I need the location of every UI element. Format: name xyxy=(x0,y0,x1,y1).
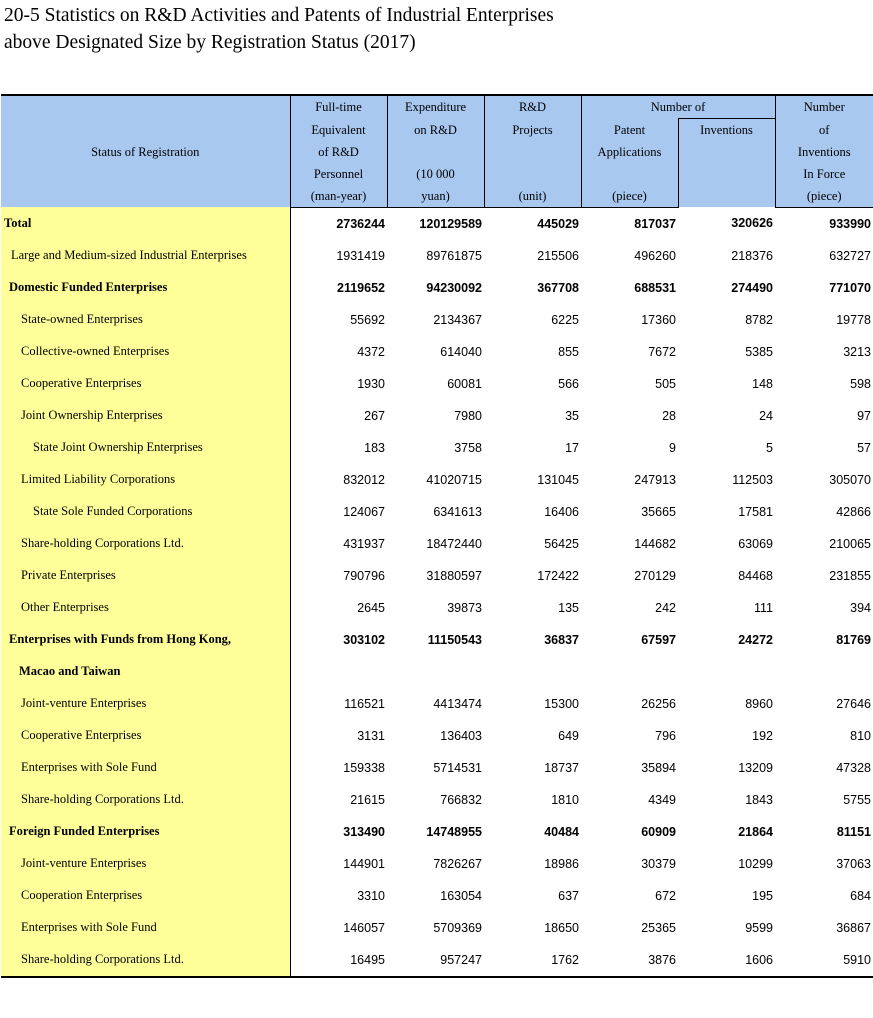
cell-value: 3213 xyxy=(843,344,871,359)
cell-value: 97 xyxy=(857,408,871,423)
cell-value: 5755 xyxy=(843,792,871,807)
cell-value: 431937 xyxy=(343,536,385,551)
header-projects-unit: (unit) xyxy=(484,185,581,208)
row-label: Large and Medium-sized Industrial Enterprises xyxy=(1,240,290,272)
cell-value xyxy=(484,656,581,688)
cell-value: 215506 xyxy=(537,248,579,263)
row-label: Cooperative Enterprises xyxy=(1,368,290,400)
table-row xyxy=(1,496,873,528)
cell-value: 37063 xyxy=(836,856,871,871)
cell-value: 60909 xyxy=(641,824,676,839)
cell-value: 183 xyxy=(364,440,385,455)
table-row xyxy=(1,912,873,944)
row-label: State Sole Funded Corporations xyxy=(1,496,290,528)
cell-value: 30379 xyxy=(641,856,676,871)
cell-value: 274490 xyxy=(731,280,773,295)
cell-value: 8960 xyxy=(745,696,773,711)
cell-value: 496260 xyxy=(634,248,676,263)
cell-value: 21615 xyxy=(350,792,385,807)
header-personnel-line: of R&D xyxy=(290,141,387,163)
cell-value: 89761875 xyxy=(426,248,482,263)
row-label: Private Enterprises xyxy=(1,560,290,592)
cell-value: 81151 xyxy=(836,824,871,839)
cell-value: 36837 xyxy=(544,632,579,647)
cell-value: 18650 xyxy=(544,920,579,935)
cell-value: 94230092 xyxy=(426,280,482,295)
header-patent-applications-unit: (piece) xyxy=(581,185,678,208)
cell-value: 796 xyxy=(655,728,676,743)
cell-value: 2645 xyxy=(357,600,385,615)
cell-value: 55692 xyxy=(350,312,385,327)
table-row xyxy=(1,592,873,624)
cell-value: 832012 xyxy=(343,472,385,487)
cell-value: 1810 xyxy=(551,792,579,807)
cell-value: 14748955 xyxy=(426,824,482,839)
header-projects-line xyxy=(484,141,581,163)
row-label: Total xyxy=(1,207,290,240)
cell-value: 172422 xyxy=(537,568,579,583)
cell-value: 817037 xyxy=(634,216,676,231)
row-label: Domestic Funded Enterprises xyxy=(1,272,290,304)
cell-value: 5 xyxy=(766,440,773,455)
cell-value: 17360 xyxy=(641,312,676,327)
table-row xyxy=(1,816,873,848)
row-label: Enterprises with Sole Fund xyxy=(1,912,290,944)
cell-value: 15300 xyxy=(544,696,579,711)
cell-value: 41020715 xyxy=(426,472,482,487)
cell-value: 148 xyxy=(752,376,773,391)
row-label: Share-holding Corporations Ltd. xyxy=(1,528,290,560)
header-inventions-in-force-unit: (piece) xyxy=(775,185,873,208)
title-line-2: above Designated Size by Registration Status (2017) xyxy=(4,32,416,53)
cell-value: 305070 xyxy=(829,472,871,487)
header-patent-applications-line: Number of xyxy=(581,95,775,119)
cell-value xyxy=(775,656,873,688)
table-row xyxy=(1,720,873,752)
row-label: State Joint Ownership Enterprises xyxy=(1,432,290,464)
cell-value: 81769 xyxy=(836,632,871,647)
cell-value: 4413474 xyxy=(433,696,482,711)
header-inventions-in-force-line: Inventions xyxy=(775,141,873,163)
cell-value: 933990 xyxy=(829,216,871,231)
cell-value: 28 xyxy=(662,408,676,423)
cell-value: 632727 xyxy=(829,248,871,263)
cell-value: 672 xyxy=(655,888,676,903)
cell-value: 5910 xyxy=(775,944,873,977)
cell-value xyxy=(581,656,678,688)
header-personnel-line: Equivalent xyxy=(290,119,387,141)
cell-value: 35894 xyxy=(641,760,676,775)
header-inventions-in-force-line: of xyxy=(775,119,873,141)
header-personnel-unit: (man-year) xyxy=(290,185,387,208)
table-row xyxy=(1,464,873,496)
row-label: Cooperation Enterprises xyxy=(1,880,290,912)
header-projects-line: Projects xyxy=(484,119,581,141)
row-label: Joint Ownership Enterprises xyxy=(1,400,290,432)
cell-value: 210065 xyxy=(829,536,871,551)
row-label: Joint-venture Enterprises xyxy=(1,848,290,880)
cell-value: 144682 xyxy=(634,536,676,551)
row-label: State-owned Enterprises xyxy=(1,304,290,336)
header-expenditure-line: Expenditure xyxy=(387,95,484,119)
cell-value: 21864 xyxy=(738,824,773,839)
cell-value: 19778 xyxy=(836,312,871,327)
cell-value: 10299 xyxy=(738,856,773,871)
cell-value: 790796 xyxy=(343,568,385,583)
row-label: Enterprises with Sole Fund xyxy=(1,752,290,784)
statistics-table xyxy=(1,94,873,978)
cell-value: 144901 xyxy=(343,856,385,871)
cell-value: 124067 xyxy=(343,504,385,519)
row-label: Joint-venture Enterprises xyxy=(1,688,290,720)
table-row xyxy=(1,528,873,560)
table-row xyxy=(1,207,873,240)
table-body xyxy=(1,207,873,977)
cell-value: 7980 xyxy=(454,408,482,423)
table-row xyxy=(1,432,873,464)
cell-value: 42866 xyxy=(836,504,871,519)
cell-value: 231855 xyxy=(829,568,871,583)
cell-value: 1762 xyxy=(484,944,581,977)
cell-value: 40484 xyxy=(544,824,579,839)
header-expenditure-unit: yuan) xyxy=(387,185,484,208)
cell-value: 242 xyxy=(655,600,676,615)
cell-value: 16495 xyxy=(290,944,387,977)
cell-value: 112503 xyxy=(732,472,773,487)
table-header xyxy=(1,95,873,207)
cell-value: 7672 xyxy=(648,344,676,359)
table-row xyxy=(1,368,873,400)
cell-value: 131045 xyxy=(537,472,579,487)
cell-value: 146057 xyxy=(343,920,385,935)
header-projects-line xyxy=(484,163,581,185)
cell-value: 17581 xyxy=(738,504,773,519)
cell-value: 6341613 xyxy=(433,504,482,519)
cell-value: 1606 xyxy=(678,944,775,977)
cell-value: 25365 xyxy=(641,920,676,935)
cell-value xyxy=(387,656,484,688)
cell-value: 637 xyxy=(558,888,579,903)
header-expenditure-line: on R&D xyxy=(387,119,484,141)
table-row xyxy=(1,656,873,688)
table-row xyxy=(1,240,873,272)
header-personnel-line: Full-time xyxy=(290,95,387,119)
cell-value: 35 xyxy=(565,408,579,423)
cell-value: 5709369 xyxy=(433,920,482,935)
row-label: Share-holding Corporations Ltd. xyxy=(1,784,290,816)
cell-value: 116521 xyxy=(344,696,385,711)
cell-value: 13209 xyxy=(738,760,773,775)
row-label: Other Enterprises xyxy=(1,592,290,624)
cell-value: 810 xyxy=(850,728,871,743)
cell-value: 320626 xyxy=(731,216,773,231)
header-inventions: Inventions xyxy=(678,119,775,208)
header-expenditure-line: (10 000 xyxy=(387,163,484,185)
header-projects-line: R&D xyxy=(484,95,581,119)
cell-value: 24 xyxy=(759,408,773,423)
cell-value: 649 xyxy=(558,728,579,743)
header-patent-applications-line xyxy=(581,163,678,185)
cell-value: 270129 xyxy=(634,568,676,583)
cell-value: 766832 xyxy=(440,792,482,807)
row-label: Enterprises with Funds from Hong Kong, xyxy=(1,624,290,656)
cell-value: 67597 xyxy=(641,632,676,647)
header-inventions-in-force-line: Number xyxy=(775,95,873,119)
table-title xyxy=(4,2,554,56)
cell-value: 688531 xyxy=(634,280,676,295)
cell-value: 8782 xyxy=(745,312,773,327)
cell-value: 3310 xyxy=(357,888,385,903)
cell-value: 267 xyxy=(364,408,385,423)
cell-value: 9599 xyxy=(745,920,773,935)
cell-value: 2119652 xyxy=(337,280,385,295)
cell-value: 136403 xyxy=(440,728,482,743)
cell-value xyxy=(678,656,775,688)
row-label: Collective-owned Enterprises xyxy=(1,336,290,368)
cell-value: 3131 xyxy=(357,728,385,743)
cell-value: 31880597 xyxy=(426,568,482,583)
cell-value: 24272 xyxy=(738,632,773,647)
cell-value: 247913 xyxy=(634,472,676,487)
header-inventions-in-force-line: In Force xyxy=(775,163,873,185)
cell-value xyxy=(290,656,387,688)
cell-value: 5714531 xyxy=(433,760,482,775)
cell-value: 47328 xyxy=(836,760,871,775)
cell-value: 195 xyxy=(752,888,773,903)
cell-value: 16406 xyxy=(544,504,579,519)
cell-value: 17 xyxy=(565,440,579,455)
row-label: Share-holding Corporations Ltd. xyxy=(1,944,290,977)
cell-value: 18986 xyxy=(544,856,579,871)
cell-value: 159338 xyxy=(343,760,385,775)
cell-value: 120129589 xyxy=(419,216,482,231)
table-row xyxy=(1,688,873,720)
cell-value: 855 xyxy=(558,344,579,359)
cell-value: 27646 xyxy=(836,696,871,711)
cell-value: 163054 xyxy=(440,888,482,903)
table-row xyxy=(1,784,873,816)
cell-value: 367708 xyxy=(537,280,579,295)
table-row xyxy=(1,304,873,336)
title-line-1: 20-5 Statistics on R&D Activities and Patents of Industrial Enterprises xyxy=(4,5,554,26)
cell-value: 684 xyxy=(850,888,871,903)
cell-value: 39873 xyxy=(447,600,482,615)
cell-value: 614040 xyxy=(440,344,482,359)
cell-value: 1930 xyxy=(357,376,385,391)
cell-value: 771070 xyxy=(829,280,871,295)
cell-value: 394 xyxy=(850,600,871,615)
header-status-of-registration: Status of Registration xyxy=(1,95,290,207)
table-row xyxy=(1,944,873,977)
table-row xyxy=(1,400,873,432)
row-label: Limited Liability Corporations xyxy=(1,464,290,496)
cell-value: 505 xyxy=(655,376,676,391)
row-label: Macao and Taiwan xyxy=(1,656,290,688)
cell-value: 36867 xyxy=(836,920,871,935)
cell-value: 35665 xyxy=(641,504,676,519)
cell-value: 60081 xyxy=(447,376,482,391)
cell-value: 18737 xyxy=(544,760,579,775)
table-row xyxy=(1,272,873,304)
cell-value: 1931419 xyxy=(336,248,385,263)
cell-value: 111 xyxy=(753,600,773,615)
row-label: Foreign Funded Enterprises xyxy=(1,816,290,848)
table-row xyxy=(1,848,873,880)
cell-value: 7826267 xyxy=(433,856,482,871)
cell-value: 57 xyxy=(857,440,871,455)
cell-value: 303102 xyxy=(343,632,385,647)
table-row xyxy=(1,336,873,368)
cell-value: 9 xyxy=(669,440,676,455)
header-personnel-line: Personnel xyxy=(290,163,387,185)
cell-value: 2736244 xyxy=(336,216,385,231)
cell-value: 18472440 xyxy=(426,536,482,551)
cell-value: 566 xyxy=(558,376,579,391)
cell-value: 63069 xyxy=(738,536,773,551)
cell-value: 218376 xyxy=(731,248,773,263)
cell-value: 1843 xyxy=(745,792,773,807)
cell-value: 5385 xyxy=(745,344,773,359)
cell-value: 56425 xyxy=(544,536,579,551)
table-row xyxy=(1,560,873,592)
cell-value: 957247 xyxy=(387,944,484,977)
cell-value: 11150543 xyxy=(427,632,482,647)
cell-value: 4349 xyxy=(648,792,676,807)
cell-value: 2134367 xyxy=(433,312,482,327)
table-row xyxy=(1,624,873,656)
header-patent-applications-line: Patent xyxy=(581,119,678,141)
cell-value: 3876 xyxy=(581,944,678,977)
cell-value: 135 xyxy=(558,600,579,615)
table-row xyxy=(1,752,873,784)
cell-value: 4372 xyxy=(357,344,385,359)
cell-value: 313490 xyxy=(343,824,385,839)
cell-value: 6225 xyxy=(551,312,579,327)
cell-value: 598 xyxy=(850,376,871,391)
cell-value: 84468 xyxy=(738,568,773,583)
header-expenditure-line xyxy=(387,141,484,163)
cell-value: 26256 xyxy=(641,696,676,711)
row-label: Cooperative Enterprises xyxy=(1,720,290,752)
cell-value: 3758 xyxy=(454,440,482,455)
table-row xyxy=(1,880,873,912)
cell-value: 445029 xyxy=(537,216,579,231)
cell-value: 192 xyxy=(752,728,773,743)
header-patent-applications-line: Applications xyxy=(581,141,678,163)
